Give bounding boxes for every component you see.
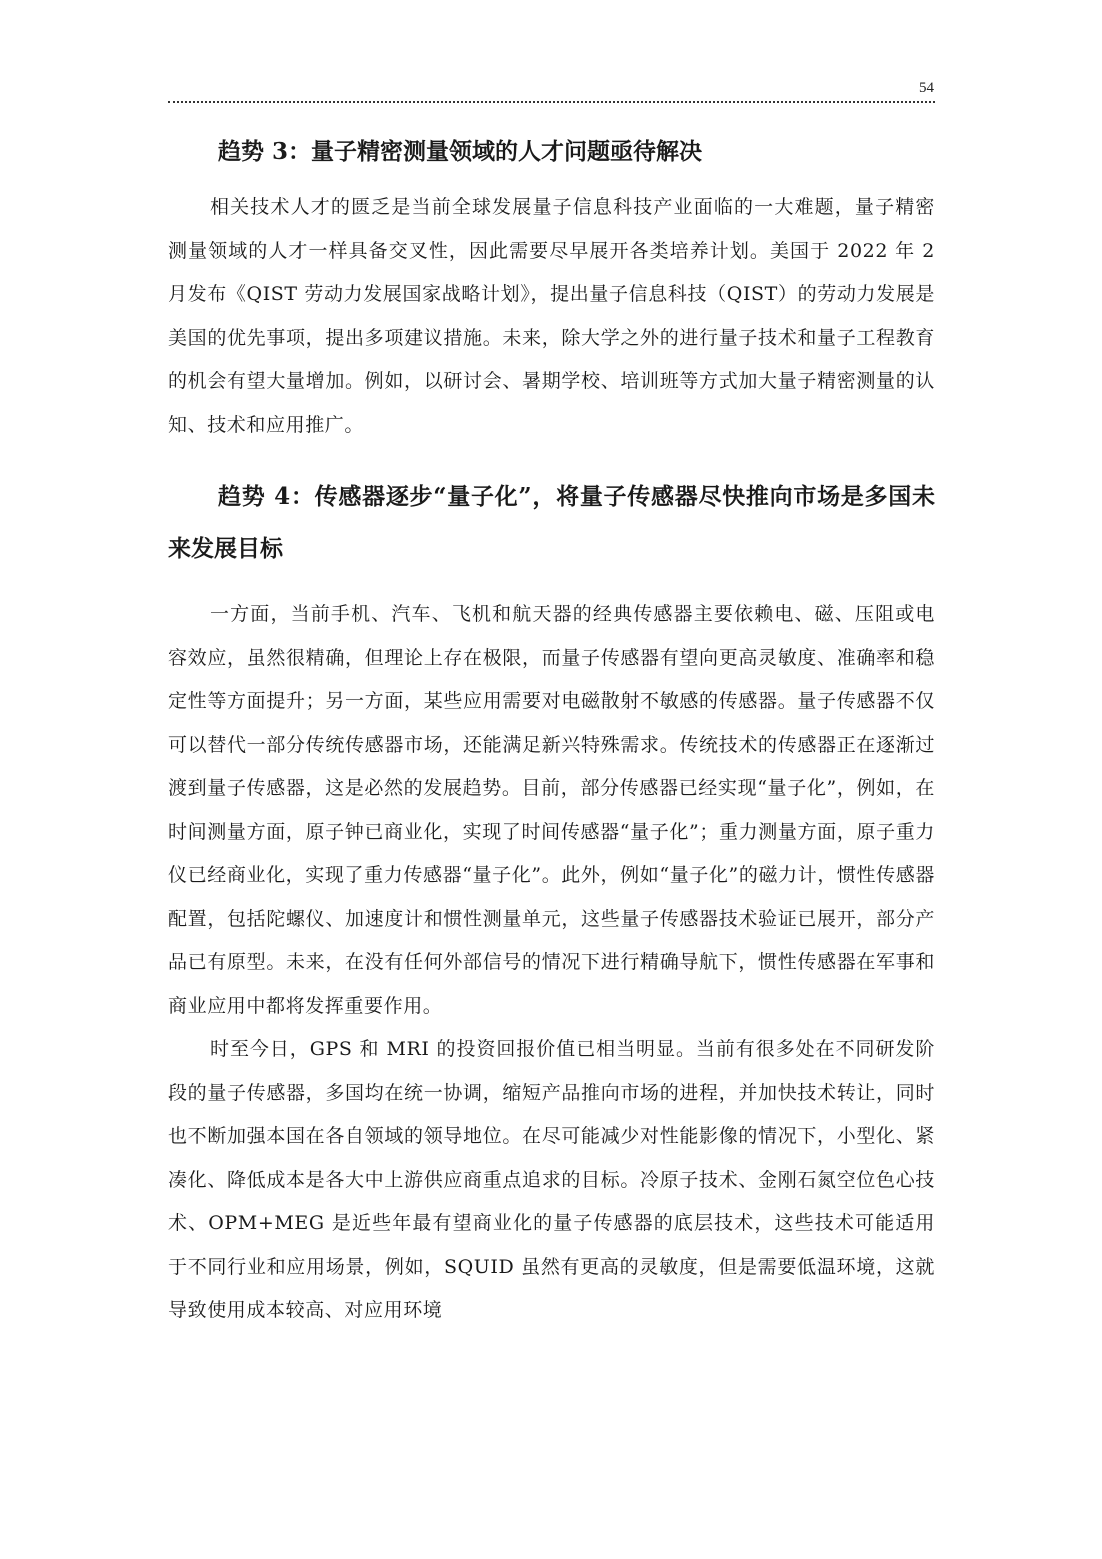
section-heading-trend-3: 趋势 3：量子精密测量领域的人才问题亟待解决	[218, 138, 703, 165]
section-heading-trend-4: 趋势 4：传感器逐步“量子化”，将量子传感器尽快推向市场是多国未来发展目标	[168, 483, 935, 562]
paragraph-trend-4-2: 时至今日，GPS 和 MRI 的投资回报价值已相当明显。当前有很多处在不同研发阶段的量子传感器，多国均在统一协调，缩短产品推向市场的进程，并加快技术转让，同时也不断加强本国在各自领域的领导地位。在尽可能减少对性能影像的情况下，小型化、紧凑化、降低成本是各大中上游供应商重点追求的目标。冷原子技术、金刚石氮空位色心技术、OPM+MEG 是近些年最有望商业化的量子传感器的底层技术，这些技术可能适用于不同行业和应用场景，例如，SQUID 虽然有更高的灵敏度，但是需要低温环境，这就导致使用成本较高、对应用环境	[168, 1038, 935, 1321]
paragraph-trend-3-1: 相关技术人才的匮乏是当前全球发展量子信息科技产业面临的一大难题，量子精密测量领域的人才一样具备交叉性，因此需要尽早展开各类培养计划。美国于 2022 年 2 月发布《QIST 劳动力发展国家战略计划》，提出量子信息科技（QIST）的劳动力发展是美国的优先事项，提出多项建议措施。未来，除大学之外的进行量子技术和量子工程教育的机会有望大量增加。例如，以研讨会、暑期学校、培训班等方式加大量子精密测量的认知、技术和应用推广。	[168, 196, 935, 436]
page-number: 54	[919, 80, 934, 96]
document-body	[168, 130, 935, 1333]
paragraph-trend-4-1: 一方面，当前手机、汽车、飞机和航天器的经典传感器主要依赖电、磁、压阻或电容效应，虽然很精确，但理论上存在极限，而量子传感器有望向更高灵敏度、准确率和稳定性等方面提升；另一方面，某些应用需要对电磁散射不敏感的传感器。量子传感器不仅可以替代一部分传统传感器市场，还能满足新兴特殊需求。传统技术的传感器正在逐渐过渡到量子传感器，这是必然的发展趋势。目前，部分传感器已经实现“量子化”，例如，在时间测量方面，原子钟已商业化，实现了时间传感器“量子化”；重力测量方面，原子重力仪已经商业化，实现了重力传感器“量子化”。此外，例如“量子化”的磁力计，惯性传感器配置，包括陀螺仪、加速度计和惯性测量单元，这些量子传感器技术验证已展开，部分产品已有原型。未来，在没有任何外部信号的情况下进行精确导航下，惯性传感器在军事和商业应用中都将发挥重要作用。	[168, 603, 935, 1017]
header-rule	[168, 101, 935, 103]
